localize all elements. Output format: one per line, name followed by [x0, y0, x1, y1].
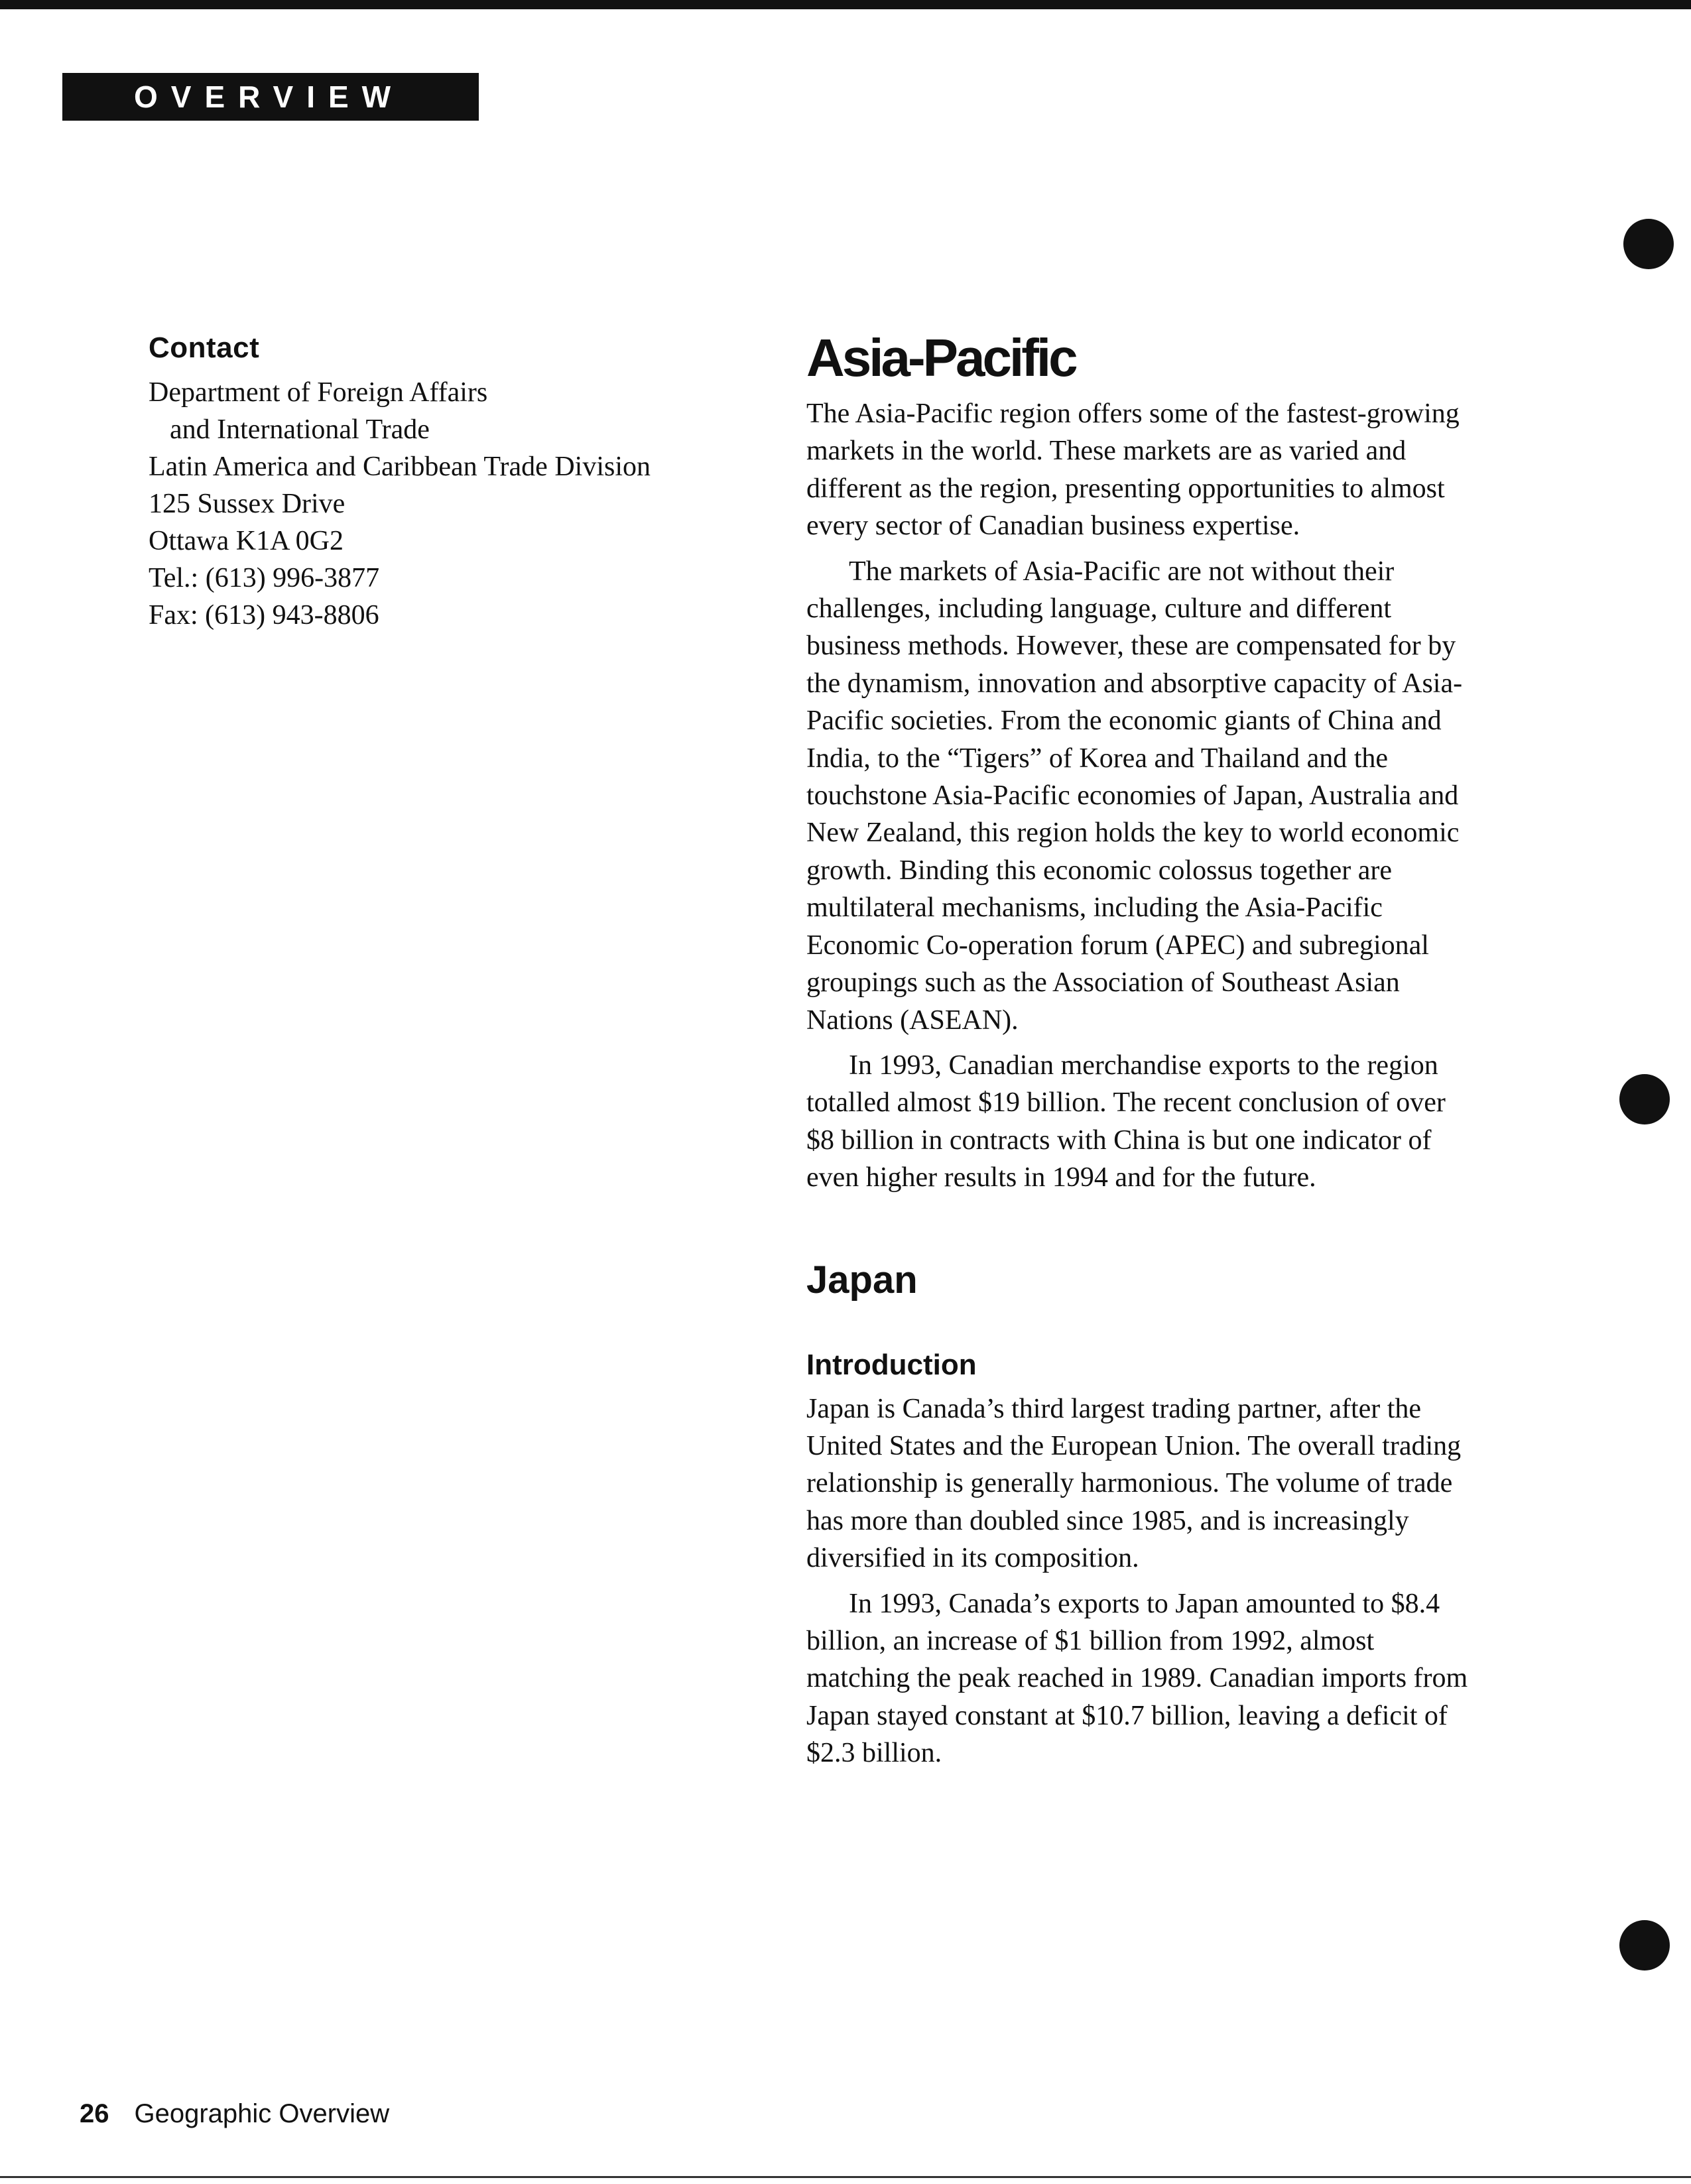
contact-block — [149, 332, 745, 634]
binder-hole — [1623, 219, 1674, 269]
main-column — [806, 325, 1470, 1780]
section-label: OVERVIEW — [134, 80, 405, 114]
page-footer — [80, 2099, 389, 2129]
body-paragraph: In 1993, Canadian merchandise exports to the region totalled almost $19 billion. The recent conclusion of over $8 billion in contracts with China is but one indicator of even higher results in 1994 and for the future. — [806, 1050, 1446, 1193]
body-paragraph: Japan is Canada’s third largest trading partner, after the United States and the European Union. The overall trading relationship is generally harmonious. The volume of trade has more than doubled since 1985, and is increasingly diversified in its composition. — [806, 1393, 1462, 1574]
contact-line: 125 Sussex Drive — [149, 489, 345, 519]
contact-line: Department of Foreign Affairs — [149, 377, 488, 408]
body-paragraph: In 1993, Canada’s exports to Japan amounted to $8.4 billion, an increase of $1 billion from 1992, almost matching the peak reached in 1989. Canadian imports from Japan stayed constant at $10.7 billion, leaving a deficit of $2.3 billion. — [806, 1588, 1468, 1769]
contact-line: Tel.: (613) 996-3877 — [149, 563, 380, 593]
page-number: 26 — [80, 2099, 109, 2128]
contact-line: Fax: (613) 943-8806 — [149, 600, 379, 631]
footer-section-title: Geographic Overview — [134, 2099, 390, 2128]
body-paragraph: The markets of Asia-Pacific are not without their challenges, including language, culture and different business methods. However, these are compensated for by the dynamism, innovation and absorptive capacity of Asia-Pacific societies. From the economic giants of China and India, to the “Tigers” of Korea and Thailand and the touchstone Asia-Pacific economies of Japan, Australia and New Zealand, this region holds the key to world economic growth. Binding this economic colossus together are multilateral mechanisms, including the Asia-Pacific Economic Co-operation forum (APEC) and subregional groupings such as the Association of Southeast Asian Nations (ASEAN). — [806, 556, 1463, 1036]
contact-heading: Contact — [149, 332, 260, 364]
subsection-heading: Introduction — [806, 1348, 977, 1381]
country-title: Japan — [806, 1258, 918, 1302]
body-paragraph: The Asia-Pacific region offers some of the fastest-growing markets in the world. These markets are as varied and different as the region, presenting opportunities to almost every sector of Canadian business expertise. — [806, 398, 1460, 542]
contact-line: Latin America and Caribbean Trade Division — [149, 452, 651, 482]
contact-line: Ottawa K1A 0G2 — [149, 526, 344, 556]
section-header-bar — [62, 73, 479, 121]
region-title: Asia-Pacific — [806, 328, 1076, 387]
binder-hole — [1619, 1074, 1670, 1124]
binder-hole — [1619, 1920, 1670, 1971]
contact-line: and International Trade — [170, 414, 430, 445]
top-rule — [0, 0, 1691, 9]
bottom-rule — [0, 2176, 1691, 2178]
